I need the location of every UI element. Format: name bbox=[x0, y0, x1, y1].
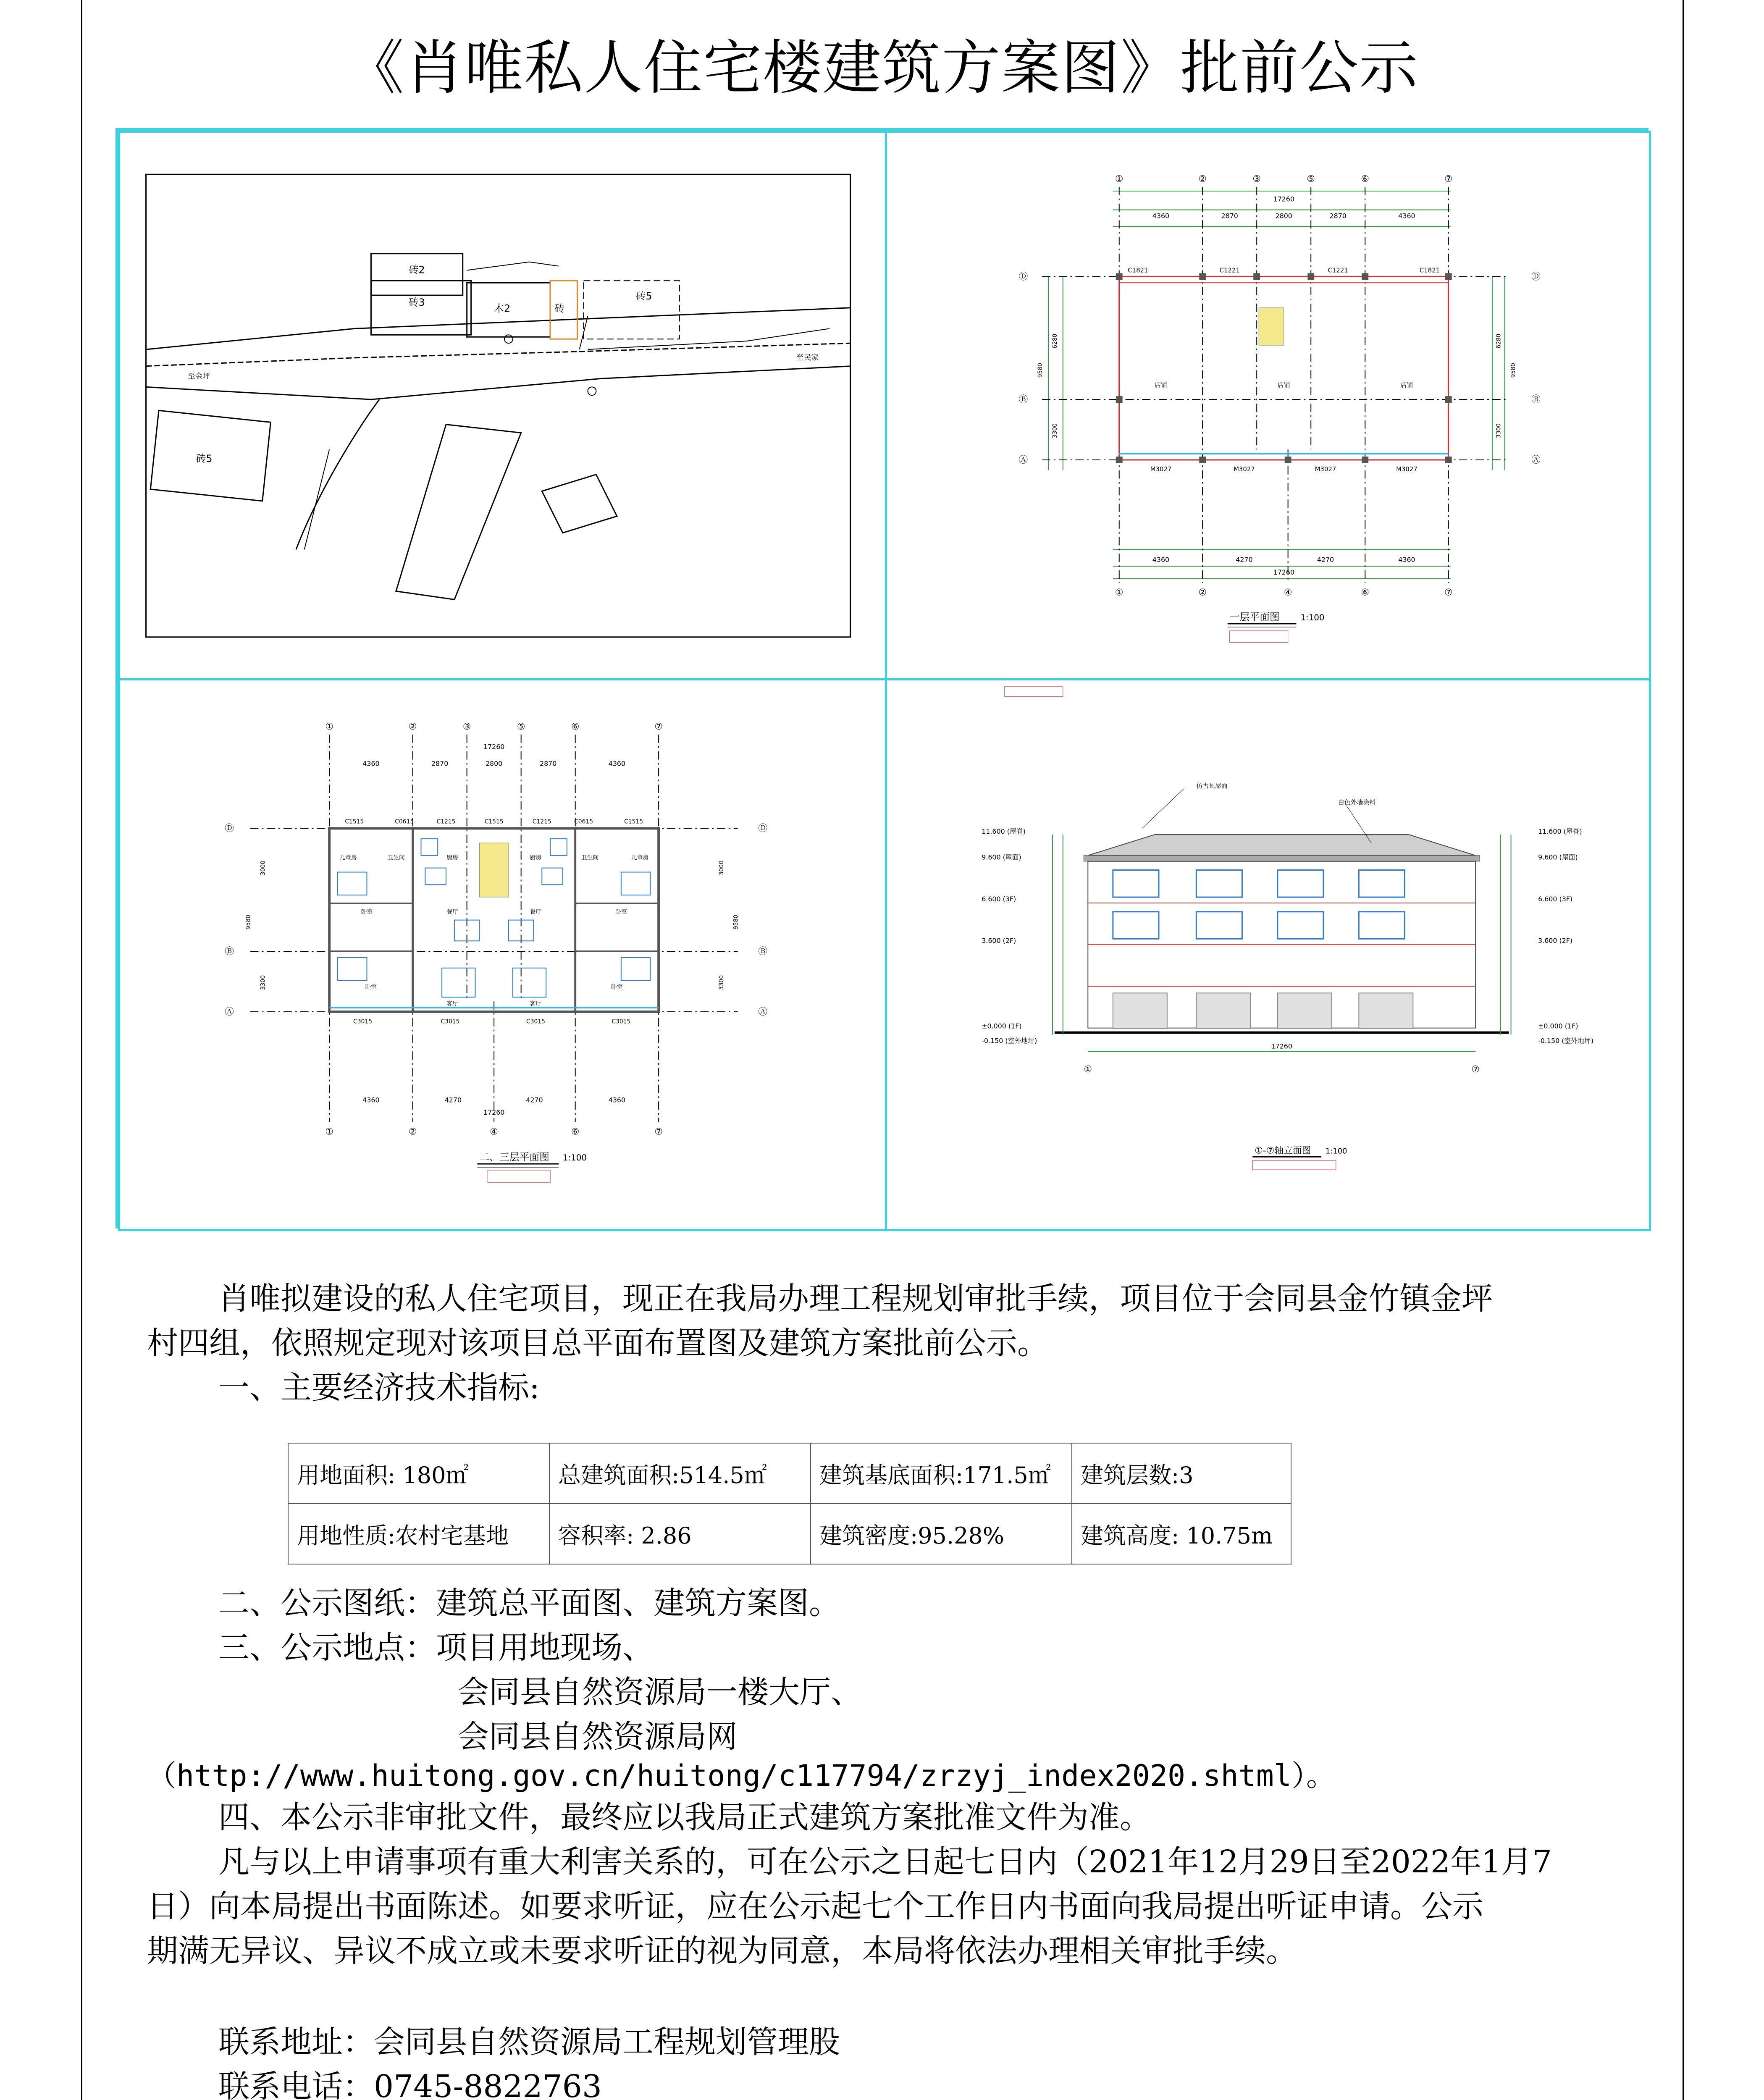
uf-window-top-4: C1515 bbox=[484, 818, 504, 825]
uf-window-top-3: C1215 bbox=[436, 818, 456, 825]
uf-dim-right-total: 9580 bbox=[732, 914, 740, 930]
uf-axis-right-d: Ⓓ bbox=[758, 823, 768, 834]
gf-axis-bottom-4: ⑥ bbox=[1361, 587, 1370, 598]
elev-level-left-5: ±0.000 (1F) bbox=[982, 1022, 1022, 1030]
uf-dim-bottom-3: 4270 bbox=[526, 1096, 543, 1104]
uf-room-3: 厨房 bbox=[446, 854, 458, 861]
gf-total-bottom: 17260 bbox=[1273, 568, 1294, 576]
elev-level-right-3: 6.600 (3F) bbox=[1538, 895, 1573, 903]
notice-line-1: 凡与以上申请事项有重大利害关系的，可在公示之日起七日内（2021年12月29日至2022年1月7 bbox=[218, 1844, 1552, 1880]
gf-axis-bottom-3: ④ bbox=[1284, 587, 1292, 598]
gf-dim-bottom-1: 4360 bbox=[1152, 556, 1170, 564]
elevation-drawing bbox=[887, 680, 1649, 1229]
gf-window-3: C1221 bbox=[1328, 266, 1348, 274]
uf-dim-top-5: 4360 bbox=[608, 759, 626, 768]
elevation-total: 17260 bbox=[1271, 1042, 1292, 1050]
upper-floor-plan-panel bbox=[118, 678, 887, 1231]
gf-dim-right-total: 9580 bbox=[1510, 362, 1517, 378]
elevation-caption-note bbox=[1252, 1160, 1336, 1170]
uf-dim-top-2: 2870 bbox=[431, 759, 449, 768]
gf-dim-left-total: 9580 bbox=[1037, 362, 1044, 378]
gf-window-2: C1221 bbox=[1219, 266, 1240, 274]
elev-level-right-4: 3.600 (2F) bbox=[1538, 937, 1573, 945]
intro-line-2: 村四组，依照规定现对该项目总平面布置图及建筑方案批前公示。 bbox=[147, 1325, 1048, 1361]
uf-room-11: 卧室 bbox=[365, 984, 377, 991]
elevation-scale: 1:100 bbox=[1325, 1147, 1347, 1156]
gf-axis-top-3: ③ bbox=[1252, 174, 1261, 185]
metric-total-floor-area: 总建筑面积:514.5㎡ bbox=[549, 1443, 811, 1504]
gf-axis-right-b: Ⓑ bbox=[1531, 394, 1541, 405]
elevation-note-wall: 白色外墙涂料 bbox=[1338, 798, 1376, 806]
uf-axis-bottom-4: ⑥ bbox=[571, 1126, 580, 1137]
uf-room-6: 儿童房 bbox=[631, 854, 649, 861]
section-3-url: （http://www.huitong.gov.cn/huitong/c117794/zrzyj_index2020.shtml）。 bbox=[147, 1759, 1336, 1793]
elev-level-right-2: 9.600 (屋面) bbox=[1538, 853, 1578, 861]
uf-dim-bottom-4: 4360 bbox=[608, 1096, 626, 1104]
site-label-brick3: 砖3 bbox=[408, 296, 425, 308]
uf-room-8: 餐厅 bbox=[446, 908, 458, 916]
contact-address: 联系地址：会同县自然资源局工程规划管理股 bbox=[218, 2024, 840, 2060]
gf-room-2: 店铺 bbox=[1277, 381, 1290, 389]
gf-axis-top-1: ① bbox=[1115, 174, 1124, 185]
uf-room-5: 卫生间 bbox=[581, 854, 599, 861]
gf-area-note bbox=[1230, 631, 1288, 643]
metrics-row bbox=[288, 1443, 1291, 1504]
gf-window-4: C1821 bbox=[1419, 266, 1440, 274]
section-3-line-3: 会同县自然资源局网 bbox=[458, 1719, 738, 1755]
uf-window-bottom-3: C3015 bbox=[526, 1018, 545, 1025]
site-plan-panel bbox=[118, 131, 887, 681]
metrics-table bbox=[288, 1443, 1292, 1564]
gf-axis-left-d: Ⓓ bbox=[1018, 271, 1028, 282]
notice-line-3: 期满无异议、异议不成立或未要求听证的视为同意，本局将依法办理相关审批手续。 bbox=[147, 1933, 1297, 1969]
uf-axis-right-a: Ⓐ bbox=[758, 1006, 768, 1017]
elevation-caption: ①-⑦轴立面图 bbox=[1255, 1145, 1311, 1156]
uf-scale: 1:100 bbox=[562, 1153, 587, 1163]
uf-axis-bottom-2: ② bbox=[408, 1126, 417, 1137]
uf-dim-bottom-1: 4360 bbox=[362, 1096, 380, 1104]
gf-axis-bottom-2: ② bbox=[1198, 587, 1207, 598]
uf-dim-left-2: 3300 bbox=[260, 975, 267, 990]
elev-level-right-5: ±0.000 (1F) bbox=[1538, 1022, 1578, 1030]
uf-window-top-6: C0615 bbox=[574, 818, 593, 825]
gf-door-4: M3027 bbox=[1396, 465, 1418, 473]
uf-room-4: 厨房 bbox=[530, 854, 542, 861]
gf-door-1: M3027 bbox=[1150, 465, 1172, 473]
gf-dim-right-1: 6280 bbox=[1495, 333, 1502, 349]
gf-window-1: C1821 bbox=[1128, 266, 1148, 274]
section-4: 四、本公示非审批文件，最终应以我局正式建筑方案批准文件为准。 bbox=[218, 1799, 1151, 1835]
uf-window-bottom-2: C3015 bbox=[441, 1018, 460, 1025]
metric-floors: 建筑层数:3 bbox=[1072, 1443, 1291, 1504]
uf-area-note bbox=[488, 1170, 550, 1183]
metric-land-use: 用地性质:农村宅基地 bbox=[288, 1504, 549, 1564]
elevation-axis-1: ① bbox=[1084, 1064, 1092, 1075]
uf-window-bottom-4: C3015 bbox=[612, 1018, 631, 1025]
uf-room-9: 餐厅 bbox=[530, 908, 542, 916]
uf-axis-top-5: ⑥ bbox=[571, 722, 580, 732]
uf-total-top: 17260 bbox=[483, 743, 505, 751]
gf-door-2: M3027 bbox=[1234, 465, 1255, 473]
page-title: 《肖唯私人住宅楼建筑方案图》批前公示 bbox=[345, 34, 1419, 102]
gf-door-3: M3027 bbox=[1315, 465, 1336, 473]
uf-window-top-1: C1515 bbox=[345, 818, 364, 825]
gf-dim-bottom-4: 4360 bbox=[1398, 556, 1415, 564]
uf-dim-right-1: 3000 bbox=[718, 860, 725, 876]
uf-window-top-7: C1515 bbox=[624, 818, 643, 825]
section-3-line-1: 三、公示地点：项目用地现场、 bbox=[218, 1630, 654, 1666]
elev-level-right-6: -0.150 (室外地坪) bbox=[1538, 1037, 1594, 1045]
elevation-axis-7: ⑦ bbox=[1471, 1064, 1480, 1075]
uf-axis-top-6: ⑦ bbox=[654, 722, 663, 732]
contact-phone: 联系电话：0745-8822763 bbox=[218, 2068, 602, 2100]
site-road-left: 至金坪 bbox=[187, 372, 210, 381]
gf-dim-top-4: 2870 bbox=[1329, 212, 1347, 220]
gf-axis-left-a: Ⓐ bbox=[1018, 454, 1028, 465]
uf-room-10: 卧室 bbox=[615, 908, 627, 916]
uf-dim-right-2: 3300 bbox=[718, 975, 725, 990]
site-label-brick5-left: 砖5 bbox=[196, 452, 213, 465]
ground-floor-plan-panel bbox=[885, 131, 1651, 681]
gf-dim-left-1: 6280 bbox=[1051, 333, 1058, 349]
metric-site-area: 用地面积: 180㎡ bbox=[288, 1443, 549, 1504]
uf-room-14: 卧室 bbox=[611, 984, 623, 991]
site-plan-drawing bbox=[120, 133, 885, 679]
gf-dim-right-2: 3300 bbox=[1495, 423, 1502, 438]
uf-room-13: 客厅 bbox=[530, 1000, 542, 1008]
uf-room-7: 卧室 bbox=[361, 908, 373, 916]
uf-axis-bottom-3: ④ bbox=[490, 1126, 498, 1137]
gf-axis-top-5: ⑥ bbox=[1361, 174, 1370, 185]
gf-dim-bottom-3: 4270 bbox=[1317, 556, 1334, 564]
section-2: 二、公示图纸：建筑总平面图、建筑方案图。 bbox=[218, 1585, 840, 1621]
metric-footprint-area: 建筑基底面积:171.5㎡ bbox=[811, 1443, 1072, 1504]
uf-axis-top-4: ⑤ bbox=[517, 722, 525, 732]
uf-window-bottom-1: C3015 bbox=[353, 1018, 373, 1025]
gf-axis-top-4: ⑤ bbox=[1307, 174, 1315, 185]
uf-axis-top-1: ① bbox=[325, 722, 333, 732]
gf-axis-bottom-5: ⑦ bbox=[1444, 587, 1453, 598]
elev-level-left-2: 9.600 (屋面) bbox=[982, 853, 1021, 861]
uf-room-12: 客厅 bbox=[446, 1000, 458, 1008]
gf-dim-top-1: 4360 bbox=[1152, 212, 1170, 220]
gf-axis-left-b: Ⓑ bbox=[1018, 394, 1028, 405]
uf-window-top-2: C0615 bbox=[395, 818, 414, 825]
gf-dim-top-5: 4360 bbox=[1398, 212, 1415, 220]
site-label-brick5-top: 砖5 bbox=[635, 290, 652, 302]
elevation-top-stamp bbox=[1005, 687, 1063, 697]
uf-dim-top-4: 2870 bbox=[539, 759, 557, 768]
gf-axis-top-2: ② bbox=[1198, 174, 1207, 185]
site-road-right: 至民家 bbox=[796, 353, 819, 362]
uf-axis-left-d: Ⓓ bbox=[225, 823, 234, 834]
uf-axis-right-b: Ⓑ bbox=[758, 946, 768, 957]
metrics-row bbox=[288, 1504, 1291, 1564]
gf-axis-right-a: Ⓐ bbox=[1531, 454, 1541, 465]
uf-total-bottom: 17260 bbox=[483, 1108, 505, 1117]
elev-level-right-1: 11.600 (屋脊) bbox=[1538, 827, 1582, 836]
gf-caption: 一层平面图 bbox=[1229, 611, 1280, 623]
uf-dim-left-1: 3000 bbox=[260, 860, 267, 876]
gf-scale: 1:100 bbox=[1300, 613, 1325, 623]
uf-axis-left-b: Ⓑ bbox=[225, 946, 234, 957]
section-3-line-2: 会同县自然资源局一楼大厅、 bbox=[458, 1674, 862, 1710]
uf-dim-top-1: 4360 bbox=[362, 759, 380, 768]
metric-density: 建筑密度:95.28% bbox=[811, 1504, 1072, 1564]
uf-dim-left-total: 9580 bbox=[245, 914, 252, 930]
uf-dim-bottom-2: 4270 bbox=[444, 1096, 462, 1104]
uf-window-top-5: C1215 bbox=[532, 818, 551, 825]
gf-room-3: 店铺 bbox=[1400, 381, 1413, 389]
gf-room-1: 店铺 bbox=[1155, 381, 1167, 389]
drawing-grid bbox=[116, 128, 1648, 1228]
elev-level-left-4: 3.600 (2F) bbox=[982, 937, 1016, 945]
ground-floor-plan-drawing bbox=[887, 133, 1649, 679]
gf-axis-top-6: ⑦ bbox=[1444, 174, 1453, 185]
metric-far: 容积率: 2.86 bbox=[549, 1504, 811, 1564]
uf-axis-bottom-1: ① bbox=[325, 1126, 333, 1137]
elevation-note-roof: 仿古瓦屋面 bbox=[1196, 782, 1228, 790]
upper-floor-plan-drawing bbox=[120, 680, 885, 1229]
uf-dim-top-3: 2800 bbox=[485, 759, 503, 768]
gf-dim-top-3: 2800 bbox=[1275, 212, 1292, 220]
uf-axis-left-a: Ⓐ bbox=[225, 1006, 234, 1017]
gf-total-top: 17260 bbox=[1273, 195, 1294, 203]
site-label-brick2: 砖2 bbox=[408, 264, 425, 276]
site-label-wood2: 木2 bbox=[494, 302, 511, 315]
uf-axis-top-2: ② bbox=[408, 722, 417, 732]
gf-dim-bottom-2: 4270 bbox=[1236, 556, 1253, 564]
uf-caption: 二、三层平面图 bbox=[479, 1151, 550, 1163]
section-1-heading: 一、主要经济技术指标: bbox=[218, 1370, 540, 1406]
intro-line-1: 肖唯拟建设的私人住宅项目，现正在我局办理工程规划审批手续，项目位于会同县金竹镇金坪 bbox=[218, 1281, 1493, 1317]
uf-axis-top-3: ③ bbox=[462, 722, 471, 732]
elev-level-left-1: 11.600 (屋脊) bbox=[982, 827, 1026, 836]
gf-axis-right-d: Ⓓ bbox=[1531, 271, 1541, 282]
elev-level-left-3: 6.600 (3F) bbox=[982, 895, 1016, 903]
metric-height: 建筑高度: 10.75m bbox=[1072, 1504, 1291, 1564]
notice-line-2: 日）向本局提出书面陈述。如要求听证，应在公示起七个工作日内书面向我局提出听证申请。公示 bbox=[147, 1888, 1483, 1924]
gf-dim-left-2: 3300 bbox=[1051, 423, 1058, 438]
elev-level-left-6: -0.150 (室外地坪) bbox=[982, 1037, 1037, 1045]
gf-dim-top-2: 2870 bbox=[1221, 212, 1238, 220]
uf-axis-bottom-5: ⑦ bbox=[654, 1126, 663, 1137]
site-label-brick: 砖 bbox=[554, 302, 564, 315]
uf-room-1: 儿童房 bbox=[339, 854, 357, 861]
elevation-panel bbox=[885, 678, 1651, 1231]
gf-axis-bottom-1: ① bbox=[1115, 587, 1124, 598]
uf-room-2: 卫生间 bbox=[387, 854, 405, 861]
